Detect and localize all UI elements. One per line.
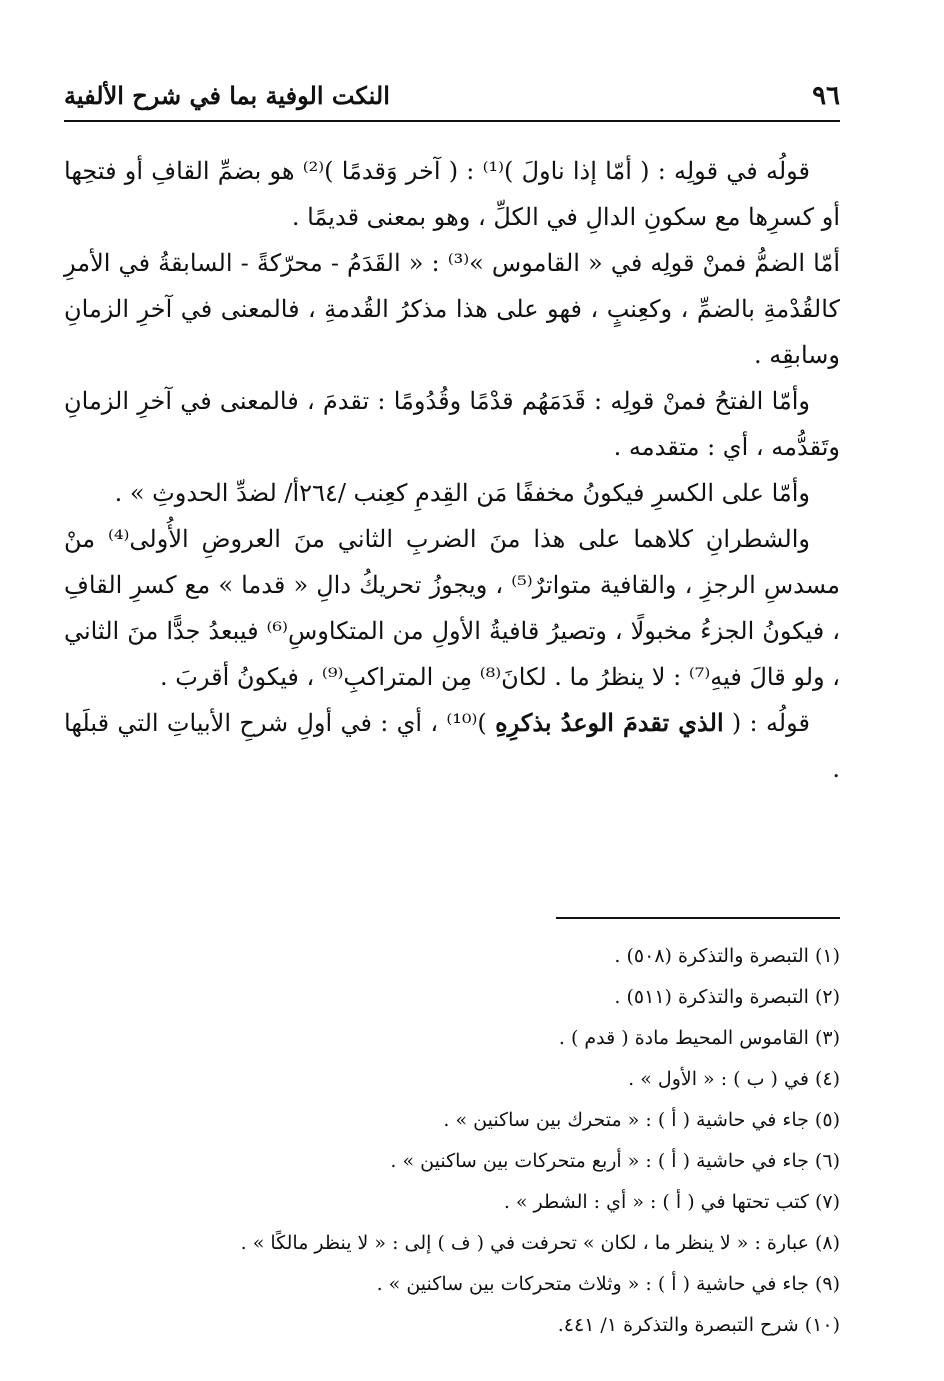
header-divider (64, 120, 840, 122)
page-header (64, 78, 840, 114)
page-number: ٩٦ (812, 81, 840, 111)
footnote: (٥) جاء في حاشية ( أ ) : « متحرك بين ساكنين » . (443, 1109, 840, 1131)
footnote: (١) التبصرة والتذكرة (٥٠٨) . (614, 945, 840, 967)
paragraph-6-lead: قولُه : ( (723, 709, 810, 737)
paragraph-4: وأمّا على الكسرِ فيكونُ مخففًا مَن القِدمِ كعِنب /٢٦٤أ/ لضدِّ الحدوثِ » . (114, 479, 810, 507)
footnotes-list (64, 936, 840, 1346)
running-title: النكت الوفية بما في شرح الألفية (64, 81, 390, 110)
footnote-divider (556, 917, 840, 919)
footnote: (٤) في ( ب ) : « الأول » . (628, 1068, 840, 1090)
paragraph-6-quote: الذي تقدمَ الوعدُ بذكرِهِ (495, 708, 724, 737)
paragraph-2: أمّا الضمُّ فمنْ قولِه في « القاموس »⁽³⁾ : « القَدَمُ - محرّكةً - السابقةُ في الأمرِ كالقُدْمةِ بالضمِّ ، وكعِنبٍ ، فهو على هذا مذكرُ القُدمةِ ، فالمعنى في آخرِ الزمانِ وسابقِه . (64, 249, 840, 369)
paragraph-3: وأمّا الفتحُ فمنْ قولِه : قَدَمَهُم قدْمًا وقُدُومًا : تقدمَ ، فالمعنى في آخرِ الزمانِ وتَقدُّمه ، أي : متقدمه . (64, 387, 840, 461)
paragraph-6 (64, 700, 840, 792)
paragraph-5: والشطرانِ كلاهما على هذا منَ الضربِ الثاني منَ العروضِ الأُولى⁽⁴⁾ منْ مسدسِ الرجزِ ، والقافية متواترٌ⁽⁵⁾ ، ويجوزُ تحريكُ دالِ « قدما » مع كسرِ القافِ ، فيكونُ الجزءُ مخبولًا ، وتصيرُ قافيةُ الأولِ من المتكاوسِ⁽⁶⁾ فيبعدُ جدًّا منَ الثاني ، ولو قالَ فيهِ⁽⁷⁾ : لا ينظرُ ما . لكانَ⁽⁸⁾ مِن المتراكبِ⁽⁹⁾ ، فيكونُ أقربَ . (64, 525, 841, 691)
footnote: (٨) عبارة : « لا ينظر ما ، لكان » تحرفت في ( ف ) إلى : « لا ينظر مالكًا » . (240, 1232, 840, 1254)
footnote: (١٠) شرح التبصرة والتذكرة ١/ ٤٤١. (557, 1314, 840, 1336)
footnote: (٢) التبصرة والتذكرة (٥١١) . (614, 986, 840, 1008)
footnote: (٧) كتب تحتها في ( أ ) : « أي : الشطر » . (503, 1191, 840, 1213)
footnote: (٣) القاموس المحيط مادة ( قدم ) . (558, 1027, 840, 1049)
footnote: (٦) جاء في حاشية ( أ ) : « أربع متحركات بين ساكنين » . (390, 1150, 840, 1172)
main-text (64, 148, 840, 792)
paragraph-6-rest: )⁽¹⁰⁾ ، أي : في أولِ شرحِ الأبياتِ التي قبلَها . (64, 709, 840, 783)
footnote: (٩) جاء في حاشية ( أ ) : « وثلاث متحركات بين ساكنين » . (376, 1273, 840, 1295)
paragraph-1: قولُه في قولِه : ( أمّا إذا ناولَ )⁽¹⁾ : ( آخر وَقدمًا )⁽²⁾ هو بضمِّ القافِ أو فتحِها أو كسرِها مع سكونِ الدالِ في الكلِّ ، وهو بمعنى قديمًا . (64, 157, 840, 231)
